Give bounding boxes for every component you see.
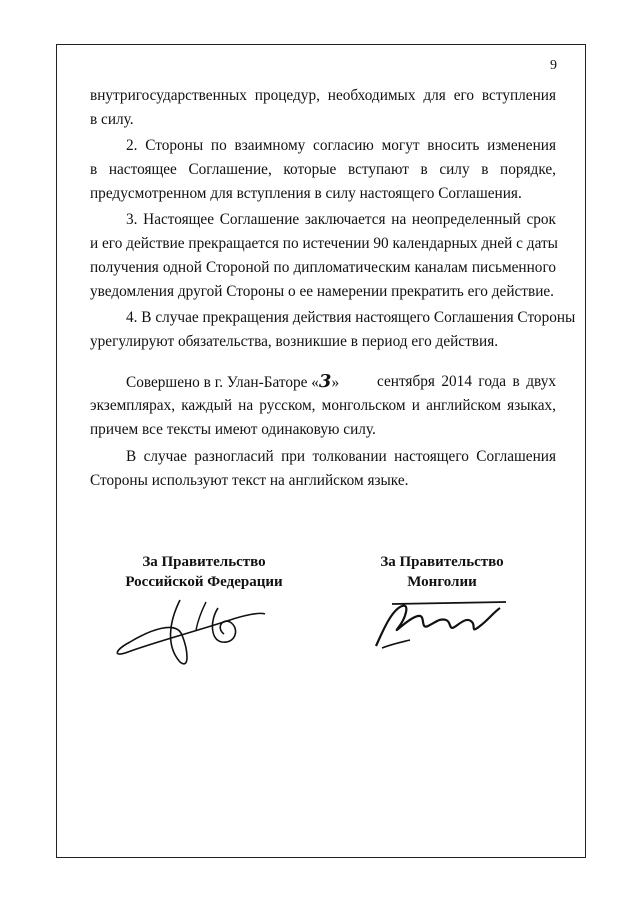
signature-mongolia-image — [372, 598, 512, 653]
paragraph-line: и его действие прекращается по истечении 90 календарных дней с даты — [90, 235, 558, 252]
paragraph-line: предусмотренном для вступления в силу настоящего Соглашения. — [90, 185, 522, 202]
signature-block-mongolia — [362, 552, 522, 592]
signature-russia-image — [110, 590, 280, 670]
done-quote: » — [331, 374, 340, 391]
paragraph-line: 3. Настоящее Соглашение заключается на неопределенный срок — [126, 211, 556, 228]
done-line-rest: сентября 2014 года в двух — [377, 373, 556, 390]
paragraph-line: в силу. — [90, 111, 134, 128]
signature-block-russia — [118, 552, 290, 592]
paragraph-line: экземплярах, каждый на русском, монгольском и английском языках, — [90, 397, 556, 414]
done-place: Совершено в г. Улан-Баторе « — [126, 374, 319, 391]
paragraph-line: В случае разногласий при толковании настоящего Соглашения — [126, 448, 556, 465]
paragraph-line: в настоящее Соглашение, которые вступают в силу в порядке, — [90, 161, 556, 178]
paragraph-line: внутригосударственных процедур, необходимых для его вступления — [90, 87, 556, 104]
paragraph-line: причем все тексты имеют одинаковую силу. — [90, 421, 376, 438]
paragraph-line: уведомления другой Стороны о ее намерении прекратить его действие. — [90, 283, 554, 300]
signature-heading-line1: За Правительство — [142, 554, 266, 570]
page-number: 9 — [550, 58, 557, 73]
paragraph-line: 2. Стороны по взаимному согласию могут вносить изменения — [126, 137, 556, 154]
handwritten-day: 3 — [318, 371, 332, 392]
paragraph-line: Стороны используют текст на английском языке. — [90, 472, 409, 489]
paragraph-line: получения одной Стороной по дипломатическим каналам письменного — [90, 259, 556, 276]
signature-heading-line2: Российской Федерации — [125, 574, 283, 590]
signature-heading-line2: Монголии — [407, 574, 477, 590]
signature-heading-line1: За Правительство — [380, 554, 504, 570]
paragraph-line: 4. В случае прекращения действия настоящего Соглашения Стороны — [126, 309, 576, 326]
paragraph-line: урегулируют обязательства, возникшие в период его действия. — [90, 333, 499, 350]
